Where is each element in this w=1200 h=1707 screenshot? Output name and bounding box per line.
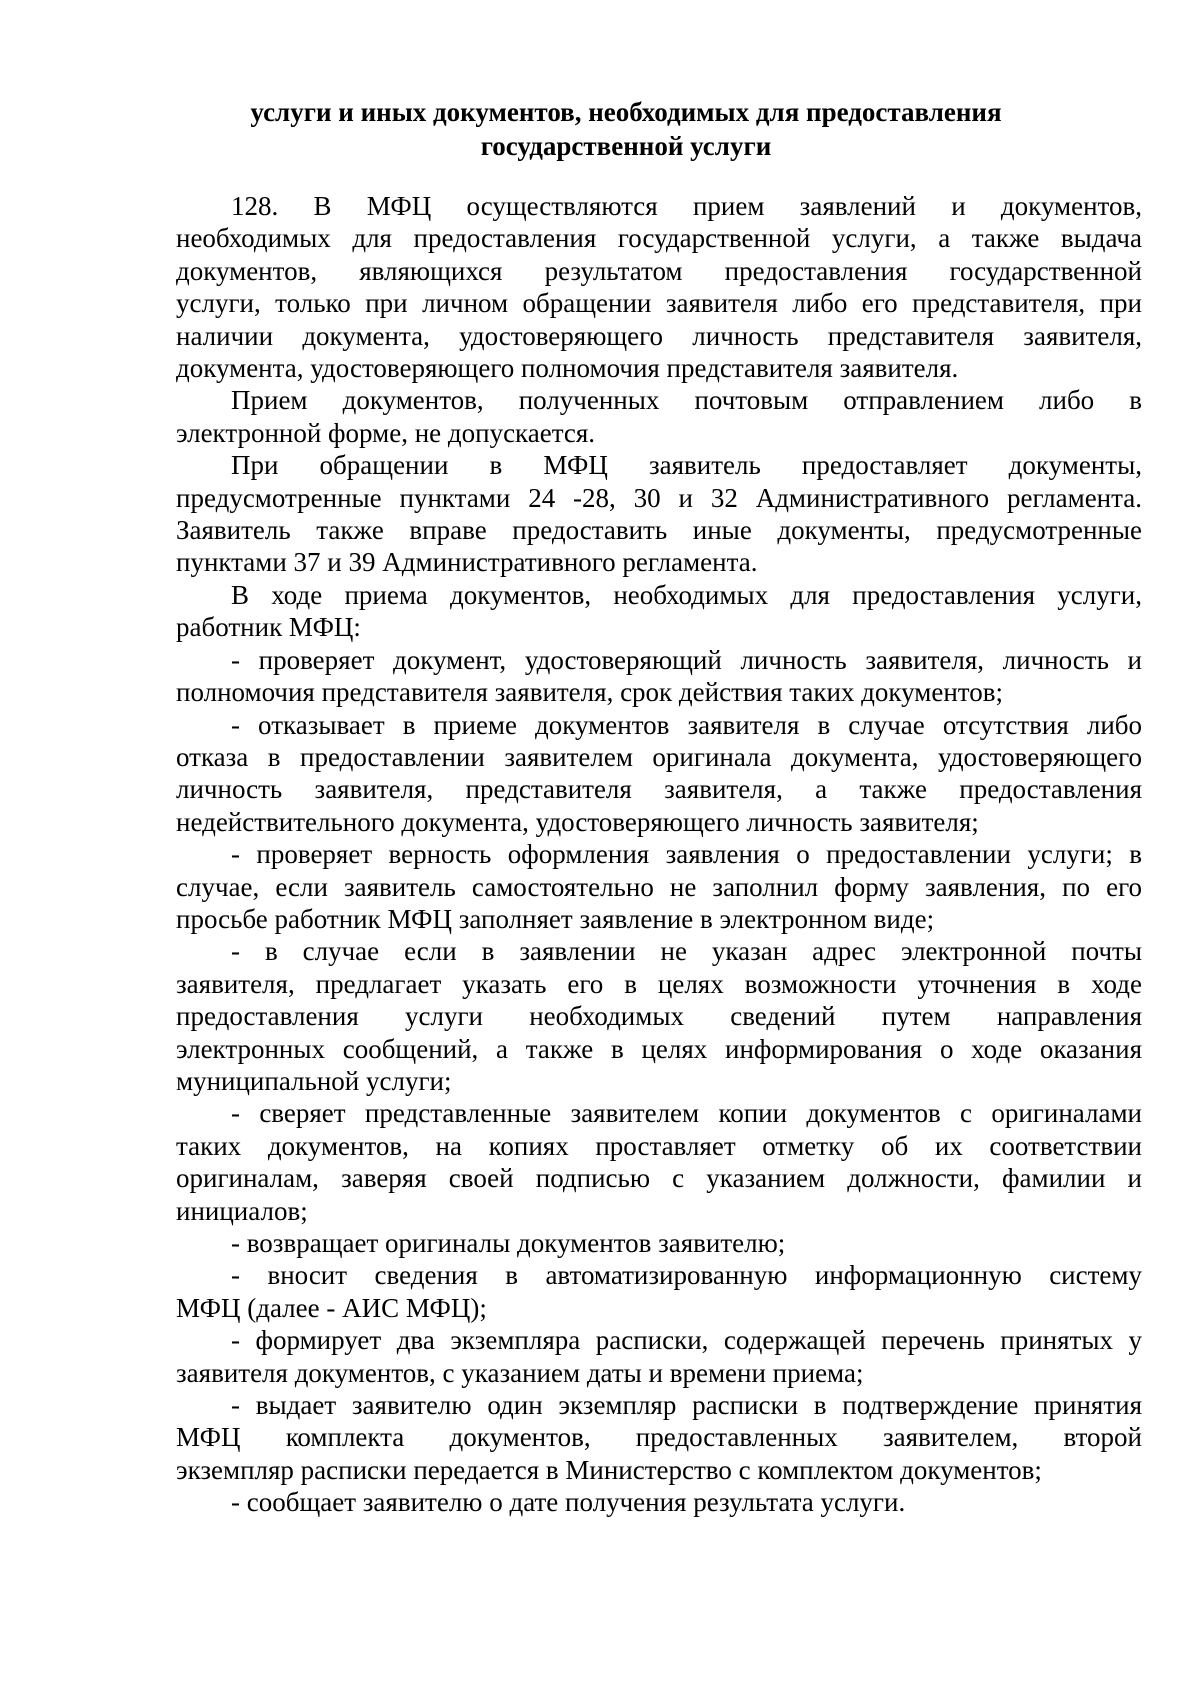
- text-line: личность заявителя, представителя заявителя, а также предоставления: [176, 774, 1142, 805]
- text-line: работник МФЦ:: [176, 612, 361, 643]
- text-line: экземпляр расписки передается в Министерство с комплектом документов;: [176, 1454, 1042, 1485]
- heading-line-2: государственной услуги: [480, 131, 772, 161]
- text-line: муниципальной услуги;: [176, 1065, 452, 1096]
- text-line: отказа в предоставлении заявителем оригинала документа, удостоверяющего: [176, 741, 1142, 772]
- heading-line-1: услуги и иных документов, необходимых для предоставления: [250, 97, 1002, 127]
- text-line: заявителя, предлагает указать его в целях возможности уточнения в ходе: [176, 968, 1142, 999]
- text-line: МФЦ комплекта документов, предоставленных заявителем, второй: [176, 1422, 1142, 1453]
- section-heading: [176, 95, 1076, 163]
- text-line: - проверяет документ, удостоверяющий личность заявителя, личность и: [231, 644, 1142, 675]
- text-line: пунктами 37 и 39 Административного регламента.: [176, 547, 758, 578]
- text-line: просьбе работник МФЦ заполняет заявление в электронном виде;: [176, 903, 935, 934]
- text-line: наличии документа, удостоверяющего личность представителя заявителя,: [176, 320, 1142, 351]
- text-line: - вносит сведения в автоматизированную информационную систему: [231, 1260, 1142, 1291]
- text-line: предусмотренные пунктами 24 -28, 30 и 32 Административного регламента.: [176, 482, 1142, 513]
- text-line: оригиналам, заверяя своей подписью с указанием должности, фамилии и: [176, 1163, 1142, 1194]
- text-line: электронной форме, не допускается.: [176, 417, 596, 448]
- document-body: [176, 190, 1142, 1519]
- text-line: - проверяет верность оформления заявления о предоставлении услуги; в: [231, 839, 1142, 870]
- text-line: В ходе приема документов, необходимых для предоставления услуги,: [231, 579, 1142, 610]
- text-line: - в случае если в заявлении не указан адрес электронной почты: [231, 936, 1142, 967]
- text-line: документов, являющихся результатом предоставления государственной: [176, 255, 1142, 286]
- text-line: случае, если заявитель самостоятельно не заполнил форму заявления, по его: [176, 871, 1142, 902]
- text-line: МФЦ (далее - АИС МФЦ);: [176, 1292, 487, 1323]
- text-line: услуги, только при личном обращении заявителя либо его представителя, при: [176, 288, 1142, 319]
- text-line: недействительного документа, удостоверяющего личность заявителя;: [176, 806, 979, 837]
- text-line: предоставления услуги необходимых сведений путем направления: [176, 1001, 1142, 1032]
- text-line: - возвращает оригиналы документов заявителю;: [231, 1228, 786, 1258]
- text-line: полномочия представителя заявителя, срок действия таких документов;: [176, 677, 1003, 708]
- text-line: таких документов, на копиях проставляет отметку об их соответствии: [176, 1130, 1142, 1161]
- text-line: - отказывает в приеме документов заявителя в случае отсутствия либо: [231, 709, 1142, 740]
- text-line: документа, удостоверяющего полномочия представителя заявителя.: [176, 353, 959, 384]
- text-line: - сообщает заявителю о дате получения результата услуги.: [231, 1487, 906, 1518]
- text-line: - сверяет представленные заявителем копии документов с оригиналами: [231, 1098, 1142, 1129]
- text-line: При обращении в МФЦ заявитель предоставляет документы,: [231, 450, 1142, 481]
- text-line: Заявитель также вправе предоставить иные документы, предусмотренные: [176, 515, 1142, 546]
- text-line: Прием документов, полученных почтовым отправлением либо в: [231, 385, 1142, 416]
- text-line: электронных сообщений, а также в целях информирования о ходе оказания: [176, 1033, 1142, 1064]
- text-line: необходимых для предоставления государственной услуги, а также выдача: [176, 223, 1142, 254]
- text-line: 128. В МФЦ осуществляются прием заявлений и документов,: [231, 191, 1142, 221]
- text-line: заявителя документов, с указанием даты и времени приема;: [176, 1357, 864, 1388]
- text-line: - формирует два экземпляра расписки, содержащей перечень принятых у: [231, 1325, 1142, 1356]
- text-line: - выдает заявителю один экземпляр расписки в подтверждение принятия: [231, 1390, 1142, 1421]
- text-line: инициалов;: [176, 1195, 308, 1226]
